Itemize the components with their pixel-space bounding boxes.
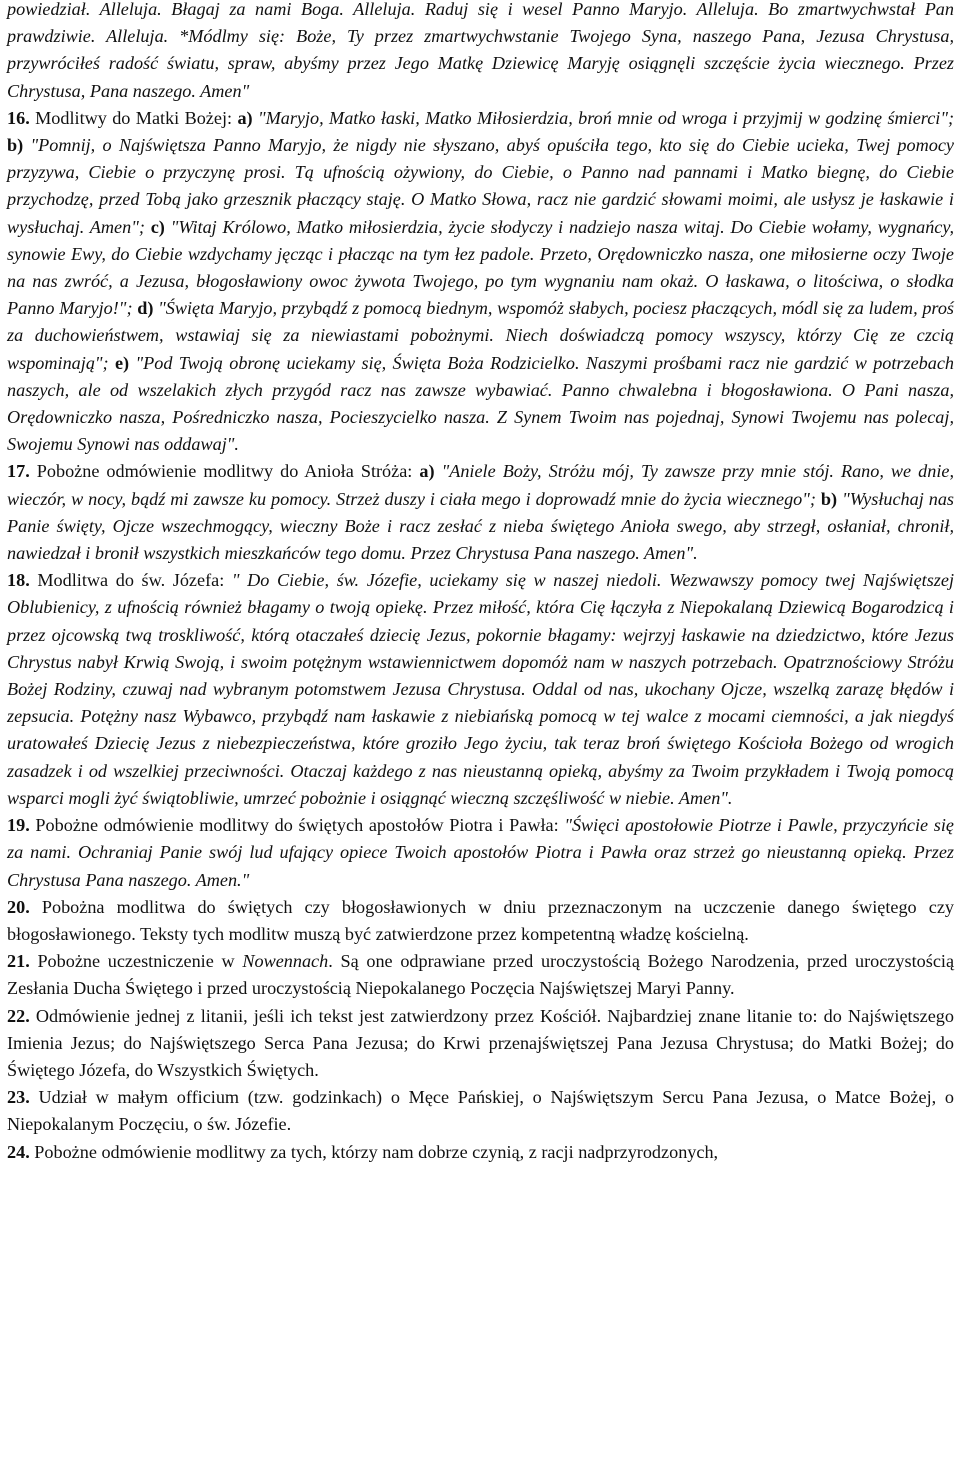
prayer-text: " Do Ciebie, św. Józefie, uciekamy się w naszej niedoli. Wezwawszy pomocy twej Najświętszej Oblubienicy, z ufnością również błagamy o twoją opiekę. Przez miłość, która Cię łączyła z Niepokalaną Dziewicą Bogarodzicą i przez ojcowską twą troskliwość, którą otaczałeś dziecię Jezus, pokornie błagamy: wejrzyj łaskawie na dziedzictwo, które Jezus Chrystus nabył Krwią Swoją, i swoim potężnym wstawiennictwem dopomóż nam w naszych potrzebach. Opatrznościowy Stróżu Bożej Rodziny, czuwaj nad wybranym potomstwem Jezusa Chrystusa. Oddal od nas, ukochany Ojcze, wszelką zarazę błędów i zepsucia. Potężny nasz Wybawco, przybądź nam łaskawie z niebiańską pomocą w tej walce z mocami ciemności, a jak niegdyś uratowałeś Dziecię Jezus z niebezpieczeństwa, które groziło Jego życiu, tak teraz broń świętego Kościoła Bożego od wrogich zasadzek i od wszelkiej przeciwności. Otaczaj każdego z nas nieustanną opieką, abyśmy za Twoim przykładem i Twoją pomocą wsparci mogli żyć świątobliwie, umrzeć pobożnie i osiągnąć wieczną szczęśliwość w niebie. Amen". bbox=[7, 570, 955, 808]
item-number: 18. bbox=[7, 570, 30, 591]
item-text: Pobożne uczestniczenie w bbox=[37, 951, 235, 972]
item-number: 23. bbox=[7, 1087, 30, 1108]
option-label: a) bbox=[419, 461, 435, 482]
item-number: 19. bbox=[7, 815, 30, 836]
prayer-text: "Święci apostołowie Piotrze i Pawle, przyczyńcie się za nami. Ochraniaj Panie swój lud ufający opiece Twoich apostołów Piotra i Pawła oraz strzeż go nieustanną opieką. Przez Chrystusa Pana naszego. Amen." bbox=[7, 815, 954, 890]
item-text: . Są one odprawiane przed uroczystością Bożego Narodzenia, przed uroczystością Zesłania Ducha Świętego i przed uroczystością Niepokalanego Poczęcia Najświętszej Maryi Panny. bbox=[7, 951, 955, 999]
option-label: d) bbox=[137, 298, 154, 319]
prayer-text: "Wysłuchaj nas Panie święty, Ojcze wszechmogący, wieczny Boże i racz zesłać z nieba świętego Anioła swego, aby strzegł, osłaniał, chronił, nawiedzał i bronił wszystkich mieszkańców tego domu. Przez Chrystusa Pana naszego. Amen". bbox=[7, 488, 955, 564]
item-intro: Pobożne odmówienie modlitwy do świętych apostołów Piotra i Pawła: bbox=[35, 815, 559, 836]
item-18 bbox=[7, 567, 954, 812]
option-label: b) bbox=[820, 488, 838, 509]
item-intro: Modlitwa do św. Józefa: bbox=[37, 570, 225, 591]
prayer-text: "Maryjo, Matko łaski, Matko Miłosierdzia, broń mnie od wroga i przyjmij w godzinę śmierci"; bbox=[257, 107, 955, 128]
continuation-paragraph bbox=[7, 0, 954, 105]
item-17 bbox=[7, 458, 954, 567]
prayer-text: "Aniele Boży, Stróżu mój, Ty zawsze przy mnie stój. Rano, we dnie, wieczór, w nocy, bądź mi zawsze ku pomocy. Strzeż duszy i ciała mego i doprowadź mnie do życia wiecznego"; bbox=[7, 461, 955, 509]
prayer-text: "Pomnij, o Najświętsza Panno Maryjo, że nigdy nie słyszano, abyś opuściła tego, kto się do Ciebie ucieka, Twej pomocy przyzywa, Ciebie o przyczynę prosi. Tą ufnością ożywiony, do Ciebie, o Panno nad pannami i Matko biegnę, do Ciebie przychodzę, przed Tobą jako grzesznik płaczący staję. O Matko Słowa, racz nie gardzić słowami moimi, ale usłysz je łaskawie i wysłuchaj. Amen"; bbox=[7, 135, 954, 237]
item-23 bbox=[7, 1084, 954, 1138]
prayer-text: "Święta Maryjo, przybądź z pomocą biednym, wspomóż słabych, pociesz płaczących, módl się za ludem, proś za duchowieństwem, wstawiaj się za niewiastami pobożnymi. Niech doświadczą pomocy wszyscy, którzy Cię ze czcią wspominają"; bbox=[7, 298, 954, 373]
item-24 bbox=[7, 1139, 954, 1166]
item-number: 17. bbox=[7, 461, 30, 482]
item-21 bbox=[7, 948, 954, 1002]
item-number: 21. bbox=[7, 951, 30, 972]
item-number: 20. bbox=[7, 896, 30, 917]
prayer-text: powiedział. Alleluja. Błagaj za nami Boga. Alleluja. Raduj się i wesel Panno Maryjo. Alleluja. Bo zmartwychwstał Pan prawdziwie. Alleluja. *Módlmy się: Boże, Ty przez zmartwychwstanie Twojego Syna, naszego Pana, Jezusa Chrystusa, przywróciłeś radość światu, spraw, abyśmy przez Jego Matkę Dziewicę Maryję osiągnęli szczęście życia wiecznego. Przez Chrystusa, Pana naszego. Amen" bbox=[7, 0, 954, 101]
item-text: Pobożne odmówienie modlitwy za tych, którzy nam dobrze czynią, z racji nadprzyrodzonych, bbox=[34, 1141, 719, 1162]
item-intro: Pobożne odmówienie modlitwy do Anioła Stróża: bbox=[36, 461, 413, 482]
option-label: a) bbox=[237, 107, 253, 128]
option-label: c) bbox=[150, 216, 165, 237]
item-number: 16. bbox=[7, 107, 30, 128]
item-italic-term: Nowennach bbox=[242, 951, 329, 972]
item-text: Pobożna modlitwa do świętych czy błogosławionych w dniu przeznaczonym na uczczenie danego świętego czy błogosławionego. Teksty tych modlitw muszą być zatwierdzone przez kompetentną władzę kościelną. bbox=[7, 896, 954, 944]
item-20 bbox=[7, 894, 954, 948]
prayer-text: "Witaj Królowo, Matko miłosierdzia, życie słodyczy i nadziejo nasza witaj. Do Ciebie wołamy, wygnańcy, synowie Ewy, do Ciebie wzdychamy jęcząc i płacząc na tym łez padole. Przeto, Orędowniczko nasza, one miłosierne oczy Twoje na nas zwróć, a Jezusa, błogosławiony owoc żywota Twojego, po tym wygnaniu nam okaż. O łaskawa, o litościwa, o słodka Panno Maryjo!"; bbox=[7, 216, 954, 319]
item-text: Odmówienie jednej z litanii, jeśli ich tekst jest zatwierdzony przez Kościół. Najbardziej znane litanie to: do Najświętszego Imienia Jezus; do Najświętszego Serca Pana Jezusa; do Krwi przenajświętszej Pana Jezusa Chrystusa; do Matki Bożej; do Świętego Józefa, do Wszystkich Świętych. bbox=[7, 1005, 954, 1080]
item-number: 22. bbox=[7, 1005, 30, 1026]
item-intro: Modlitwy do Matki Bożej: bbox=[35, 107, 233, 128]
option-label: b) bbox=[7, 135, 24, 156]
option-label: e) bbox=[114, 352, 130, 373]
item-text: Udział w małym officium (tzw. godzinkach) o Męce Pańskiej, o Najświętszym Sercu Pana Jezusa, o Matce Bożej, o Niepokalanym Poczęciu, o św. Józefie. bbox=[7, 1087, 955, 1135]
item-19 bbox=[7, 812, 954, 894]
item-16 bbox=[7, 105, 954, 459]
prayer-text: "Pod Twoją obronę uciekamy się, Święta Boża Rodzicielko. Naszymi prośbami racz nie gardzić w potrzebach naszych, ale od wszelakich złych przygód racz nas zawsze wybawiać. Panno chwalebna i błogosławiona. O Pani nasza, Orędowniczko nasza, Pośredniczko nasza, Pocieszycielko nasza. Z Synem Twoim nas pojednaj, Synowi Twojemu nas polecaj, Swojemu Synowi nas oddawaj". bbox=[7, 352, 955, 455]
item-number: 24. bbox=[7, 1141, 30, 1162]
item-22 bbox=[7, 1003, 954, 1085]
